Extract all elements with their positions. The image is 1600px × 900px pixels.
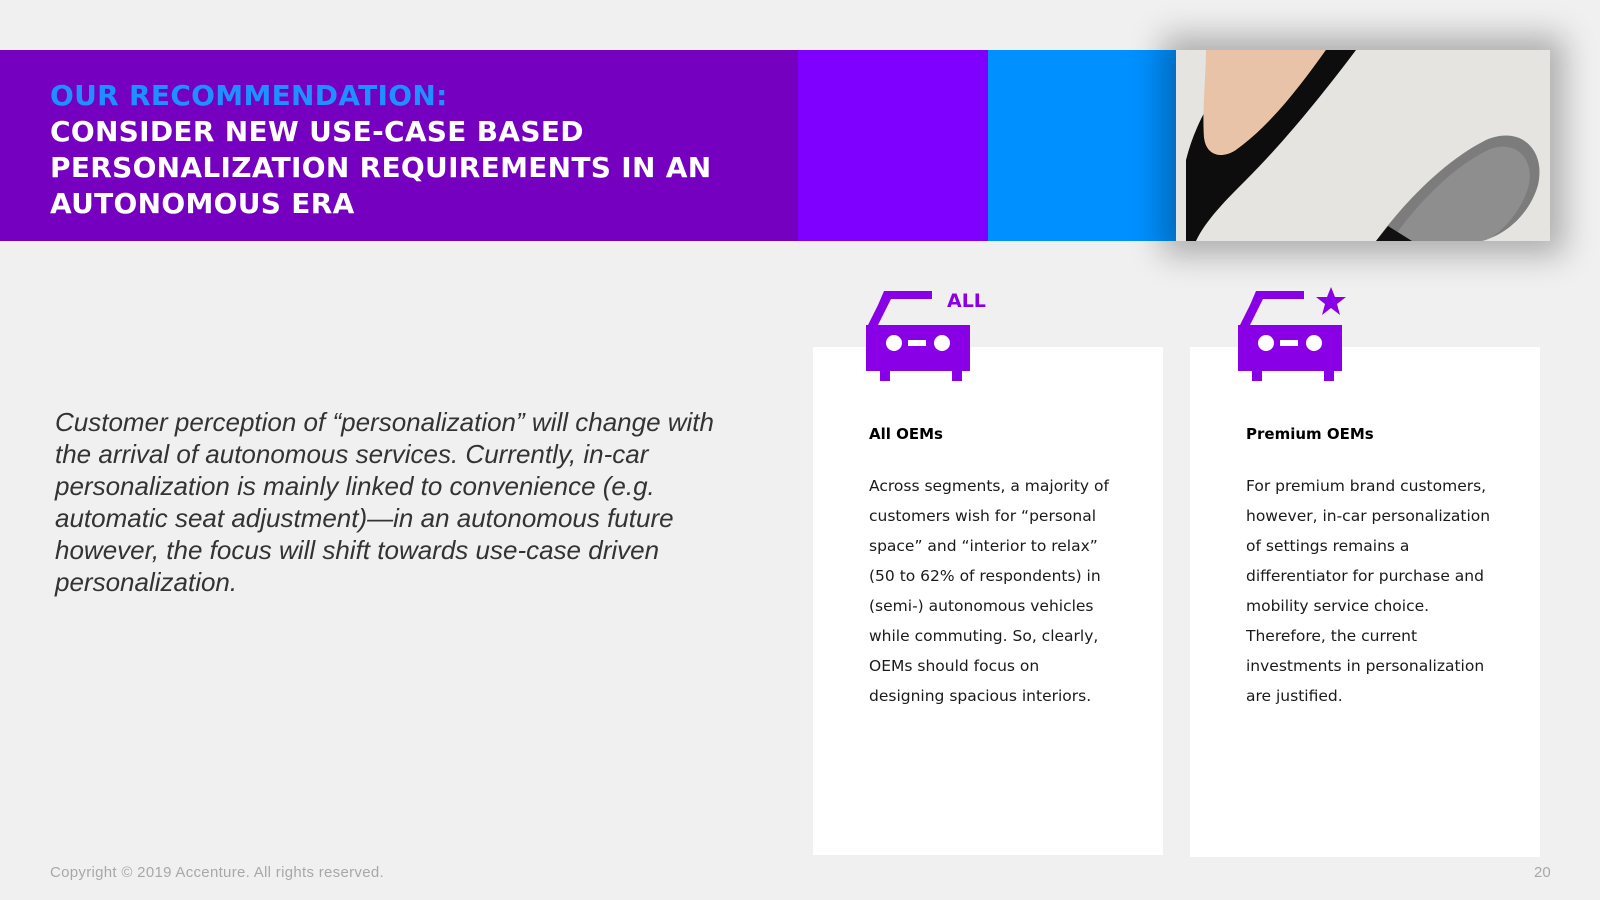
car-star-icon [1236,283,1376,388]
car-all-icon [864,283,1004,388]
lead-paragraph: Customer perception of “personalization” will change with the arrival of autonomous services. Currently, in-car personalization is mainly linked to convenience (e.g. automatic seat adjustment)—in an autonomous future however, the focus will shift towards use-case driven personalization. [55,407,714,597]
footer-copyright: Copyright © 2019 Accenture. All rights reserved. [50,864,384,881]
header-color-block-blue [988,50,1176,241]
card-title: Premium OEMs [1246,425,1374,443]
shoes-photo [1176,50,1550,241]
title-kicker: OUR RECOMMENDATION: [50,79,448,112]
card-title: All OEMs [869,425,943,443]
page-number: 20 [1534,864,1551,881]
header-color-block-violet [798,50,988,241]
card-premium-oems [1190,347,1540,857]
title-main: CONSIDER NEW USE-CASE BASED PERSONALIZATION REQUIREMENTS IN AN AUTONOMOUS ERA [50,115,712,220]
card-body: For premium brand customers, however, in-car personalization of settings remains a differentiator for purchase and mobility service choice. Therefore, the current investments in personalization are justified. [1246,477,1491,705]
card-body: Across segments, a majority of customers wish for “personal space” and “interior to relax” (50 to 62% of respondents) in (semi-) autonomous vehicles while commuting. So, clearly, OEMs should focus on designing spacious interiors. [869,477,1109,705]
icon-all-label: ALL [947,290,986,312]
page-title [50,78,780,222]
card-all-oems [813,290,1163,855]
